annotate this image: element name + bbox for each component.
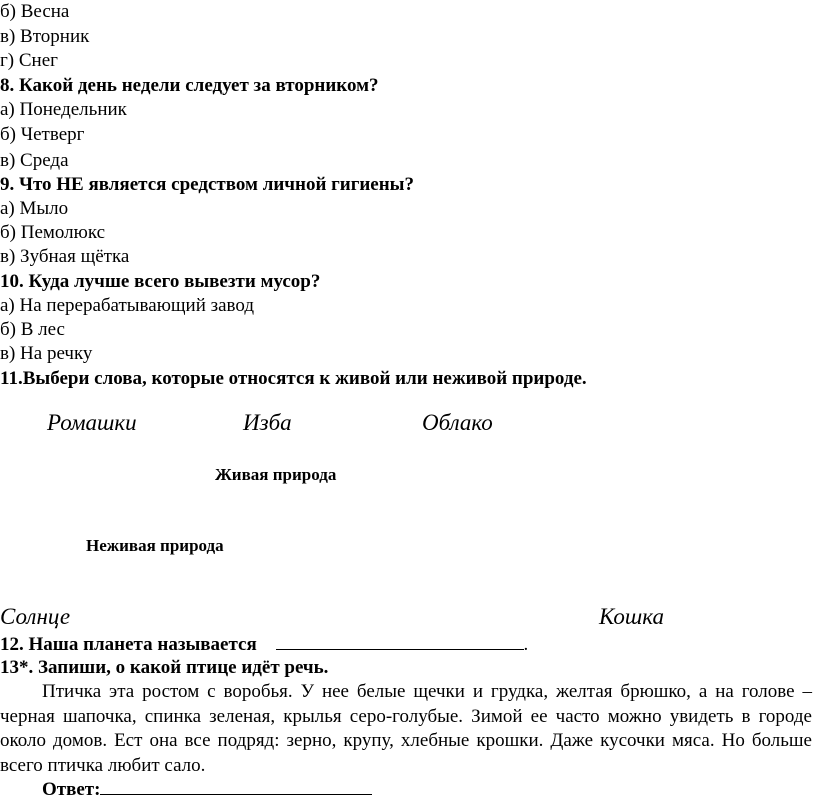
q10-option-a: а) На перерабатывающий завод <box>0 295 255 316</box>
word-izba: Изба <box>243 410 292 435</box>
q13-question: 13*. Запиши, о какой птице идёт речь. <box>0 657 329 678</box>
q8-option-a: а) Понедельник <box>0 99 127 120</box>
answer-label: Ответ: <box>42 779 101 800</box>
q8-question: 8. Какой день недели следует за вторником? <box>0 75 379 96</box>
q7-option-b: б) Весна <box>0 1 70 22</box>
q7-option-v: в) Вторник <box>0 26 90 47</box>
q9-option-v: в) Зубная щётка <box>0 246 130 267</box>
q12-period: . <box>523 634 529 655</box>
q9-option-a: а) Мыло <box>0 198 69 219</box>
living-nature-label: Живая природа <box>215 465 337 484</box>
q8-option-v: в) Среда <box>0 150 69 171</box>
q9-option-b: б) Пемолюкс <box>0 222 106 243</box>
q11-question: 11.Выбери слова, которые относятся к живой или неживой природе. <box>0 368 587 389</box>
q12-answer-blank[interactable] <box>276 633 524 650</box>
q13-answer-row <box>42 778 372 801</box>
q12-question: 12. Наша планета называется <box>0 634 257 655</box>
q12-row <box>0 633 528 656</box>
q10-option-v: в) На речку <box>0 343 93 364</box>
q13-passage: Птичка эта ростом с воробья. У нее белые щечки и грудка, желтая брюшко, а на голове – черная шапочка, спинка зеленая, крылья серо-голубые. Зимой ее часто можно увидеть в городе около домов. Ест она все подряд: зерно, крупу, хлебные крошки. Даже кусочки мяса. Но больше всего птичка любит сало. <box>0 681 812 776</box>
q8-option-b: б) Четверг <box>0 124 85 145</box>
q13-answer-blank[interactable] <box>100 778 372 795</box>
word-romashki: Ромашки <box>47 410 137 435</box>
q10-question: 10. Куда лучше всего вывезти мусор? <box>0 271 321 292</box>
word-koshka: Кошка <box>599 604 664 629</box>
nonliving-nature-label: Неживая природа <box>86 536 224 555</box>
q10-option-b: б) В лес <box>0 319 65 340</box>
q7-option-g: г) Снег <box>0 50 58 71</box>
word-oblako: Облако <box>422 410 493 435</box>
word-solntse: Солнце <box>0 604 71 629</box>
q9-question: 9. Что НЕ является средством личной гигиены? <box>0 174 415 195</box>
